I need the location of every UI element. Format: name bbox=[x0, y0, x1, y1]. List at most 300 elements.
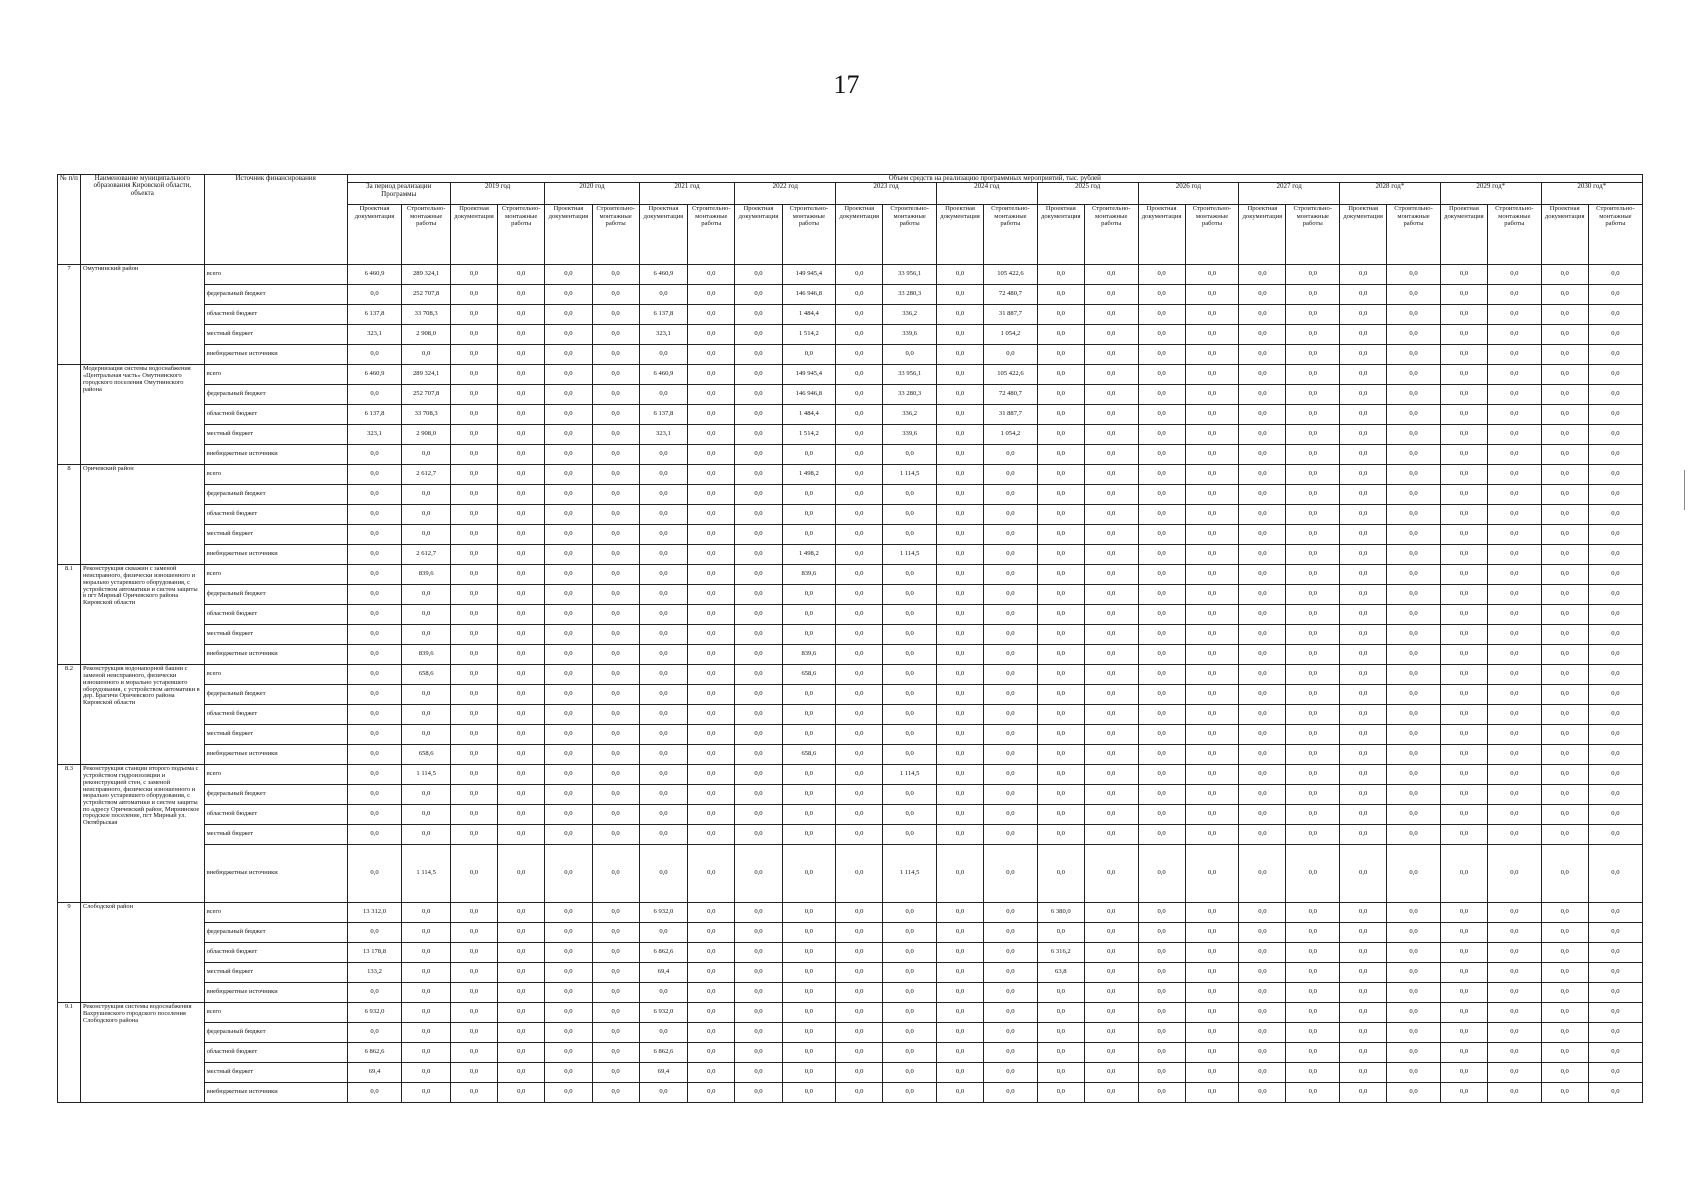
value-cell: 0,0 bbox=[1084, 625, 1138, 645]
value-cell: 0,0 bbox=[688, 943, 735, 963]
value-cell: 0,0 bbox=[592, 665, 639, 685]
value-cell: 0,0 bbox=[1185, 265, 1239, 285]
value-cell: 0,0 bbox=[1588, 325, 1642, 345]
value-cell: 0,0 bbox=[1588, 585, 1642, 605]
value-cell: 0,0 bbox=[1541, 685, 1588, 705]
value-cell: 0,0 bbox=[735, 665, 782, 685]
page-number: 17 bbox=[833, 70, 860, 99]
value-cell: 33 708,3 bbox=[402, 405, 450, 425]
value-cell: 2 908,0 bbox=[402, 325, 450, 345]
value-cell: 0,0 bbox=[498, 605, 545, 625]
value-cell: 0,0 bbox=[836, 1003, 883, 1023]
value-cell: 0,0 bbox=[1185, 545, 1239, 565]
value-cell: 0,0 bbox=[498, 385, 545, 405]
value-cell: 0,0 bbox=[1387, 825, 1441, 845]
value-cell: 0,0 bbox=[735, 943, 782, 963]
value-cell: 0,0 bbox=[402, 923, 450, 943]
value-cell: 0,0 bbox=[936, 943, 983, 963]
value-cell: 0,0 bbox=[1387, 365, 1441, 385]
value-cell: 0,0 bbox=[936, 465, 983, 485]
value-cell: 0,0 bbox=[592, 305, 639, 325]
value-cell: 0,0 bbox=[1239, 465, 1286, 485]
value-cell: 0,0 bbox=[347, 745, 402, 765]
value-cell: 0,0 bbox=[1588, 1043, 1642, 1063]
value-cell: 0,0 bbox=[639, 665, 687, 685]
value-cell: 0,0 bbox=[1239, 345, 1286, 365]
value-cell: 0,0 bbox=[592, 745, 639, 765]
value-cell: 0,0 bbox=[1541, 1003, 1588, 1023]
value-cell: 0,0 bbox=[1084, 725, 1138, 745]
value-cell: 0,0 bbox=[1440, 565, 1487, 585]
value-cell: 0,0 bbox=[1588, 983, 1642, 1003]
value-cell: 0,0 bbox=[1239, 1023, 1286, 1043]
value-cell: 0,0 bbox=[1185, 485, 1239, 505]
value-cell: 0,0 bbox=[592, 963, 639, 983]
value-cell: 0,0 bbox=[1488, 745, 1542, 765]
value-cell: 0,0 bbox=[498, 305, 545, 325]
value-cell: 0,0 bbox=[450, 565, 497, 585]
value-cell: 0,0 bbox=[1084, 685, 1138, 705]
scan-edge-mark bbox=[1684, 470, 1685, 510]
value-cell: 0,0 bbox=[402, 943, 450, 963]
value-cell: 0,0 bbox=[1588, 825, 1642, 845]
value-cell: 0,0 bbox=[1286, 485, 1340, 505]
table-row bbox=[58, 465, 1643, 485]
value-cell: 0,0 bbox=[1185, 963, 1239, 983]
value-cell: 0,0 bbox=[883, 745, 937, 765]
value-cell: 0,0 bbox=[1286, 345, 1340, 365]
value-cell: 0,0 bbox=[545, 645, 592, 665]
funding-source: местный бюджет bbox=[204, 325, 347, 345]
funding-source: всего bbox=[204, 1003, 347, 1023]
funding-source: всего bbox=[204, 903, 347, 923]
value-cell: 0,0 bbox=[347, 845, 402, 903]
value-cell: 0,0 bbox=[836, 365, 883, 385]
value-cell: 0,0 bbox=[984, 983, 1038, 1003]
value-cell: 0,0 bbox=[1488, 685, 1542, 705]
value-cell: 0,0 bbox=[450, 345, 497, 365]
value-cell: 0,0 bbox=[402, 903, 450, 923]
value-cell: 0,0 bbox=[1340, 485, 1387, 505]
value-cell: 0,0 bbox=[498, 963, 545, 983]
value-cell: 0,0 bbox=[688, 345, 735, 365]
value-cell: 0,0 bbox=[735, 645, 782, 665]
value-cell: 0,0 bbox=[498, 745, 545, 765]
table-row bbox=[58, 983, 1643, 1003]
header-construction: Строительно-монтажные работы bbox=[1488, 205, 1542, 265]
value-cell: 0,0 bbox=[1138, 1043, 1185, 1063]
value-cell: 0,0 bbox=[1387, 385, 1441, 405]
table-row bbox=[58, 745, 1643, 765]
value-cell: 0,0 bbox=[498, 425, 545, 445]
value-cell: 0,0 bbox=[984, 345, 1038, 365]
table-row bbox=[58, 665, 1643, 685]
value-cell: 0,0 bbox=[1588, 805, 1642, 825]
value-cell: 0,0 bbox=[1185, 305, 1239, 325]
header-period: 2029 год* bbox=[1440, 183, 1541, 205]
value-cell: 0,0 bbox=[1185, 505, 1239, 525]
value-cell: 0,0 bbox=[836, 505, 883, 525]
value-cell: 0,0 bbox=[545, 345, 592, 365]
table-row bbox=[58, 405, 1643, 425]
value-cell: 0,0 bbox=[347, 625, 402, 645]
value-cell: 0,0 bbox=[936, 285, 983, 305]
value-cell: 0,0 bbox=[735, 903, 782, 923]
value-cell: 0,0 bbox=[836, 1083, 883, 1103]
value-cell: 0,0 bbox=[450, 665, 497, 685]
header-period: 2023 год bbox=[836, 183, 937, 205]
value-cell: 0,0 bbox=[1185, 625, 1239, 645]
value-cell: 0,0 bbox=[545, 465, 592, 485]
object-name: Модернизация системы водоснабжения «Центральная часть» Омутнинского городского поселения Омутнинского района bbox=[80, 365, 204, 465]
value-cell: 0,0 bbox=[1488, 465, 1542, 485]
value-cell: 0,0 bbox=[498, 545, 545, 565]
value-cell: 0,0 bbox=[735, 685, 782, 705]
table-row bbox=[58, 325, 1643, 345]
value-cell: 0,0 bbox=[1387, 1003, 1441, 1023]
value-cell: 0,0 bbox=[688, 645, 735, 665]
value-cell: 0,0 bbox=[347, 505, 402, 525]
funding-source: внебюджетные источники bbox=[204, 745, 347, 765]
value-cell: 0,0 bbox=[498, 645, 545, 665]
value-cell: 69,4 bbox=[639, 1063, 687, 1083]
value-cell: 0,0 bbox=[450, 1043, 497, 1063]
value-cell: 0,0 bbox=[1037, 265, 1084, 285]
value-cell: 0,0 bbox=[498, 903, 545, 923]
value-cell: 0,0 bbox=[402, 825, 450, 845]
value-cell: 0,0 bbox=[1340, 265, 1387, 285]
value-cell: 0,0 bbox=[1138, 485, 1185, 505]
value-cell: 0,0 bbox=[1488, 1043, 1542, 1063]
value-cell: 31 887,7 bbox=[984, 405, 1038, 425]
value-cell: 0,0 bbox=[450, 943, 497, 963]
value-cell: 0,0 bbox=[1185, 445, 1239, 465]
value-cell: 0,0 bbox=[1488, 505, 1542, 525]
value-cell: 0,0 bbox=[936, 325, 983, 345]
value-cell: 0,0 bbox=[498, 923, 545, 943]
value-cell: 0,0 bbox=[450, 485, 497, 505]
value-cell: 0,0 bbox=[1239, 765, 1286, 785]
value-cell: 0,0 bbox=[592, 685, 639, 705]
value-cell: 0,0 bbox=[639, 1023, 687, 1043]
value-cell: 0,0 bbox=[545, 605, 592, 625]
value-cell: 658,6 bbox=[782, 745, 836, 765]
value-cell: 0,0 bbox=[402, 1043, 450, 1063]
value-cell: 0,0 bbox=[1286, 285, 1340, 305]
value-cell: 0,0 bbox=[984, 685, 1038, 705]
value-cell: 0,0 bbox=[1239, 705, 1286, 725]
value-cell: 0,0 bbox=[782, 983, 836, 1003]
value-cell: 0,0 bbox=[1138, 963, 1185, 983]
value-cell: 252 707,8 bbox=[402, 285, 450, 305]
funding-source: местный бюджет bbox=[204, 725, 347, 745]
value-cell: 0,0 bbox=[1084, 1043, 1138, 1063]
value-cell: 0,0 bbox=[1440, 725, 1487, 745]
value-cell: 0,0 bbox=[402, 1063, 450, 1083]
table-row bbox=[58, 785, 1643, 805]
value-cell: 0,0 bbox=[735, 725, 782, 745]
table-row bbox=[58, 943, 1643, 963]
value-cell: 0,0 bbox=[1440, 585, 1487, 605]
value-cell: 1 054,2 bbox=[984, 325, 1038, 345]
value-cell: 0,0 bbox=[450, 1063, 497, 1083]
value-cell: 0,0 bbox=[735, 785, 782, 805]
value-cell: 0,0 bbox=[1588, 1083, 1642, 1103]
value-cell: 6 137,8 bbox=[347, 305, 402, 325]
value-cell: 0,0 bbox=[1340, 465, 1387, 485]
value-cell: 0,0 bbox=[1286, 1083, 1340, 1103]
value-cell: 0,0 bbox=[1084, 845, 1138, 903]
value-cell: 0,0 bbox=[1185, 365, 1239, 385]
value-cell: 0,0 bbox=[450, 445, 497, 465]
funding-source: местный бюджет bbox=[204, 1063, 347, 1083]
value-cell: 0,0 bbox=[782, 685, 836, 705]
value-cell: 0,0 bbox=[1588, 903, 1642, 923]
value-cell: 6 316,2 bbox=[1037, 943, 1084, 963]
value-cell: 0,0 bbox=[735, 745, 782, 765]
value-cell: 0,0 bbox=[782, 725, 836, 745]
value-cell: 0,0 bbox=[498, 525, 545, 545]
value-cell: 0,0 bbox=[735, 445, 782, 465]
value-cell: 0,0 bbox=[936, 625, 983, 645]
value-cell: 0,0 bbox=[1084, 565, 1138, 585]
table-row bbox=[58, 445, 1643, 465]
value-cell: 0,0 bbox=[1138, 785, 1185, 805]
value-cell: 0,0 bbox=[1286, 1043, 1340, 1063]
value-cell: 0,0 bbox=[735, 1023, 782, 1043]
value-cell: 0,0 bbox=[1387, 265, 1441, 285]
value-cell: 0,0 bbox=[883, 1003, 937, 1023]
value-cell: 0,0 bbox=[1138, 325, 1185, 345]
value-cell: 0,0 bbox=[688, 1043, 735, 1063]
value-cell: 0,0 bbox=[688, 785, 735, 805]
value-cell: 0,0 bbox=[883, 705, 937, 725]
value-cell: 0,0 bbox=[1588, 525, 1642, 545]
value-cell: 0,0 bbox=[1588, 465, 1642, 485]
value-cell: 0,0 bbox=[1084, 545, 1138, 565]
value-cell: 0,0 bbox=[1084, 585, 1138, 605]
value-cell: 0,0 bbox=[1185, 1003, 1239, 1023]
value-cell: 149 945,4 bbox=[782, 265, 836, 285]
value-cell: 0,0 bbox=[545, 805, 592, 825]
value-cell: 6 460,9 bbox=[347, 365, 402, 385]
value-cell: 0,0 bbox=[1387, 625, 1441, 645]
value-cell: 0,0 bbox=[1340, 765, 1387, 785]
value-cell: 0,0 bbox=[1340, 565, 1387, 585]
value-cell: 0,0 bbox=[347, 525, 402, 545]
value-cell: 0,0 bbox=[1387, 565, 1441, 585]
value-cell: 0,0 bbox=[1138, 365, 1185, 385]
value-cell: 0,0 bbox=[639, 765, 687, 785]
header-construction: Строительно-монтажные работы bbox=[1588, 205, 1642, 265]
value-cell: 0,0 bbox=[347, 785, 402, 805]
value-cell: 0,0 bbox=[1488, 525, 1542, 545]
value-cell: 0,0 bbox=[498, 465, 545, 485]
value-cell: 1 114,5 bbox=[883, 765, 937, 785]
value-cell: 336,2 bbox=[883, 405, 937, 425]
value-cell: 0,0 bbox=[1138, 565, 1185, 585]
value-cell: 0,0 bbox=[450, 405, 497, 425]
value-cell: 0,0 bbox=[1037, 485, 1084, 505]
table-row bbox=[58, 765, 1643, 785]
value-cell: 0,0 bbox=[1488, 645, 1542, 665]
value-cell: 0,0 bbox=[1387, 325, 1441, 345]
value-cell: 0,0 bbox=[498, 1043, 545, 1063]
value-cell: 0,0 bbox=[545, 385, 592, 405]
value-cell: 0,0 bbox=[782, 525, 836, 545]
value-cell: 0,0 bbox=[936, 705, 983, 725]
object-name: Реконструкция водонапорной башни с заменой неисправного, физически изношенного и морально устаревшего оборудования, с устройством автоматики в дер. Брагичи Оричевского района Кировской области bbox=[80, 665, 204, 765]
value-cell: 0,0 bbox=[498, 983, 545, 1003]
value-cell: 0,0 bbox=[1239, 545, 1286, 565]
value-cell: 0,0 bbox=[1440, 805, 1487, 825]
value-cell: 0,0 bbox=[1340, 425, 1387, 445]
value-cell: 0,0 bbox=[836, 625, 883, 645]
value-cell: 0,0 bbox=[1286, 943, 1340, 963]
value-cell: 0,0 bbox=[1588, 485, 1642, 505]
header-design: Проектная документация bbox=[735, 205, 782, 265]
value-cell: 0,0 bbox=[1239, 943, 1286, 963]
value-cell: 0,0 bbox=[1138, 505, 1185, 525]
value-cell: 0,0 bbox=[1185, 565, 1239, 585]
value-cell: 0,0 bbox=[1037, 785, 1084, 805]
value-cell: 0,0 bbox=[735, 345, 782, 365]
value-cell: 0,0 bbox=[883, 485, 937, 505]
value-cell: 0,0 bbox=[688, 983, 735, 1003]
value-cell: 0,0 bbox=[498, 765, 545, 785]
value-cell: 0,0 bbox=[782, 1063, 836, 1083]
value-cell: 0,0 bbox=[782, 485, 836, 505]
value-cell: 0,0 bbox=[1084, 605, 1138, 625]
value-cell: 1 114,5 bbox=[883, 465, 937, 485]
value-cell: 0,0 bbox=[1037, 1023, 1084, 1043]
value-cell: 0,0 bbox=[782, 765, 836, 785]
value-cell: 0,0 bbox=[1541, 265, 1588, 285]
value-cell: 0,0 bbox=[1340, 665, 1387, 685]
value-cell: 0,0 bbox=[1286, 1023, 1340, 1043]
value-cell: 0,0 bbox=[1588, 605, 1642, 625]
value-cell: 0,0 bbox=[1185, 785, 1239, 805]
value-cell: 0,0 bbox=[984, 545, 1038, 565]
value-cell: 1 514,2 bbox=[782, 325, 836, 345]
value-cell: 0,0 bbox=[1084, 805, 1138, 825]
value-cell: 0,0 bbox=[498, 725, 545, 745]
value-cell: 0,0 bbox=[1440, 1083, 1487, 1103]
funding-source: всего bbox=[204, 465, 347, 485]
value-cell: 0,0 bbox=[688, 745, 735, 765]
value-cell: 0,0 bbox=[450, 1023, 497, 1043]
value-cell: 0,0 bbox=[592, 705, 639, 725]
value-cell: 6 932,0 bbox=[347, 1003, 402, 1023]
funding-source: всего bbox=[204, 565, 347, 585]
value-cell: 0,0 bbox=[450, 505, 497, 525]
value-cell: 0,0 bbox=[1239, 405, 1286, 425]
value-cell: 0,0 bbox=[592, 585, 639, 605]
value-cell: 0,0 bbox=[1037, 845, 1084, 903]
value-cell: 0,0 bbox=[1488, 1003, 1542, 1023]
header-design: Проектная документация bbox=[1037, 205, 1084, 265]
value-cell: 0,0 bbox=[1440, 405, 1487, 425]
value-cell: 0,0 bbox=[347, 385, 402, 405]
value-cell: 0,0 bbox=[592, 525, 639, 545]
value-cell: 0,0 bbox=[1239, 963, 1286, 983]
funding-source: местный бюджет bbox=[204, 425, 347, 445]
header-design: Проектная документация bbox=[936, 205, 983, 265]
value-cell: 0,0 bbox=[782, 785, 836, 805]
value-cell: 0,0 bbox=[836, 765, 883, 785]
value-cell: 0,0 bbox=[782, 345, 836, 365]
object-name: Реконструкция системы водоснабжения Вахрушевского городского поселения Слободского района bbox=[80, 1003, 204, 1103]
value-cell: 0,0 bbox=[1541, 943, 1588, 963]
value-cell: 0,0 bbox=[1488, 265, 1542, 285]
value-cell: 0,0 bbox=[1138, 1023, 1185, 1043]
value-cell: 0,0 bbox=[836, 425, 883, 445]
value-cell: 0,0 bbox=[347, 645, 402, 665]
value-cell: 0,0 bbox=[1185, 585, 1239, 605]
value-cell: 0,0 bbox=[1239, 605, 1286, 625]
value-cell: 0,0 bbox=[545, 445, 592, 465]
value-cell: 0,0 bbox=[1440, 365, 1487, 385]
value-cell: 0,0 bbox=[498, 265, 545, 285]
value-cell: 0,0 bbox=[1084, 285, 1138, 305]
value-cell: 0,0 bbox=[1340, 585, 1387, 605]
value-cell: 1 054,2 bbox=[984, 425, 1038, 445]
value-cell: 0,0 bbox=[592, 505, 639, 525]
value-cell: 0,0 bbox=[1488, 765, 1542, 785]
value-cell: 0,0 bbox=[1340, 325, 1387, 345]
value-cell: 0,0 bbox=[592, 765, 639, 785]
value-cell: 0,0 bbox=[1286, 1003, 1340, 1023]
value-cell: 0,0 bbox=[1084, 405, 1138, 425]
value-cell: 0,0 bbox=[836, 825, 883, 845]
value-cell: 0,0 bbox=[1588, 505, 1642, 525]
value-cell: 0,0 bbox=[1588, 785, 1642, 805]
value-cell: 6 932,0 bbox=[639, 1003, 687, 1023]
value-cell: 0,0 bbox=[1239, 385, 1286, 405]
value-cell: 0,0 bbox=[836, 345, 883, 365]
value-cell: 0,0 bbox=[1037, 525, 1084, 545]
value-cell: 0,0 bbox=[1185, 943, 1239, 963]
value-cell: 0,0 bbox=[1440, 305, 1487, 325]
value-cell: 0,0 bbox=[1286, 685, 1340, 705]
value-cell: 0,0 bbox=[1084, 1023, 1138, 1043]
value-cell: 0,0 bbox=[498, 785, 545, 805]
value-cell: 2 908,0 bbox=[402, 425, 450, 445]
value-cell: 0,0 bbox=[402, 585, 450, 605]
funding-source: федеральный бюджет bbox=[204, 785, 347, 805]
value-cell: 0,0 bbox=[592, 285, 639, 305]
value-cell: 0,0 bbox=[883, 903, 937, 923]
funding-source: местный бюджет bbox=[204, 825, 347, 845]
value-cell: 0,0 bbox=[1488, 605, 1542, 625]
value-cell: 33 956,1 bbox=[883, 265, 937, 285]
value-cell: 13 312,0 bbox=[347, 903, 402, 923]
value-cell: 323,1 bbox=[639, 325, 687, 345]
header-period: 2027 год bbox=[1239, 183, 1340, 205]
funding-source: внебюджетные источники bbox=[204, 845, 347, 903]
value-cell: 0,0 bbox=[1588, 425, 1642, 445]
table-row bbox=[58, 545, 1643, 565]
value-cell: 0,0 bbox=[936, 745, 983, 765]
value-cell: 0,0 bbox=[1084, 645, 1138, 665]
value-cell: 0,0 bbox=[347, 545, 402, 565]
funding-source: областной бюджет bbox=[204, 305, 347, 325]
value-cell: 0,0 bbox=[735, 1043, 782, 1063]
value-cell: 0,0 bbox=[1084, 265, 1138, 285]
value-cell: 0,0 bbox=[1185, 325, 1239, 345]
value-cell: 0,0 bbox=[1387, 903, 1441, 923]
value-cell: 0,0 bbox=[1440, 1043, 1487, 1063]
